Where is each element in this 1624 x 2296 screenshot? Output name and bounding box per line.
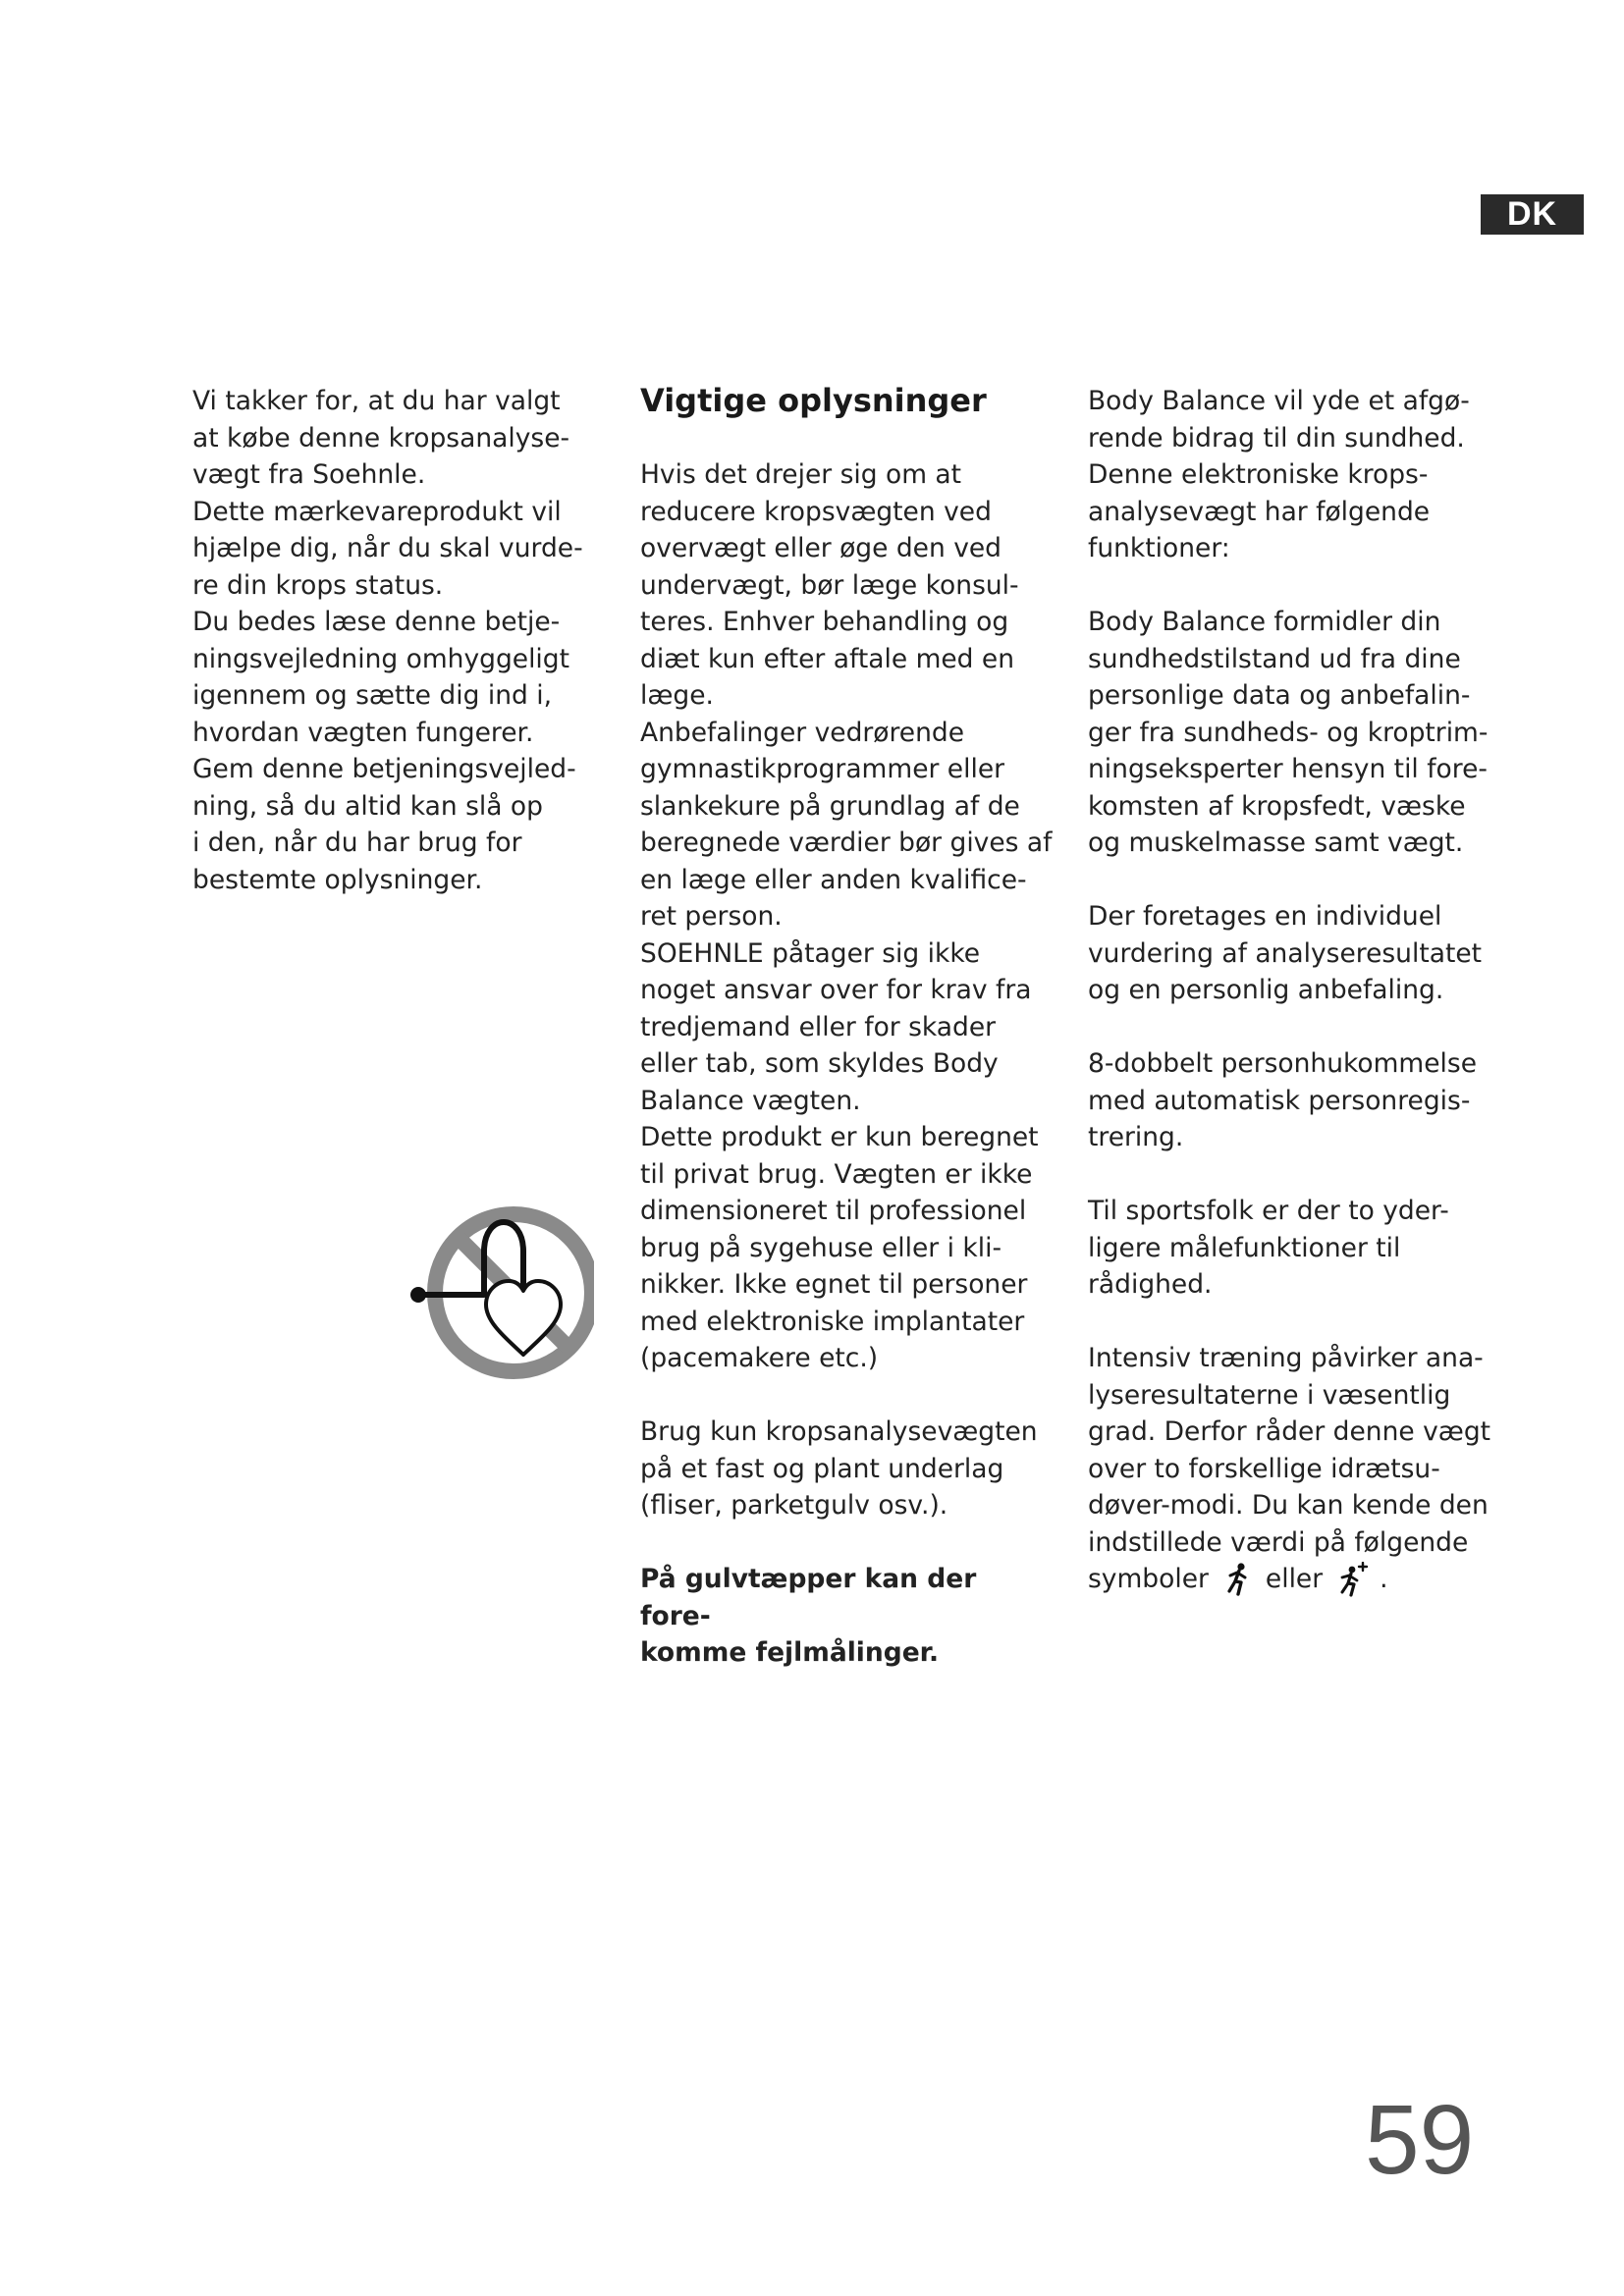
athlete-icon (1222, 1562, 1256, 1597)
evaluation-paragraph: Der foretages en individuel vurdering af analyseresultatet og en personlig anbefaling. (1088, 901, 1483, 1005)
symbol-line-suffix: . (1380, 1564, 1388, 1594)
health-status-paragraph: Body Balance formidler din sundhedstilstand ud fra dine personlige data og anbefalin- ger fra sundheds- og kroptrim- ningseksperter hensyn til fore- komsten af kropsfedt, væske og muskelmasse samt vægt. (1088, 607, 1489, 858)
intro-paragraph: Vi takker for, at du har valgt at købe denne kropsanalyse- vægt fra Soehnle. Dette mærkevareprodukt vil hjælpe dig, når du skal vurde- re din krops status. Du bedes læse denne betje- ningsvejledning omhyggeligt igennem og sætte dig ind i, hvordan vægten fungerer. Gem denne betjeningsvejled- ning, så du altid kan slå op i den, når du har brug for bestemte oplysninger. (192, 386, 583, 895)
features-column (1088, 383, 1500, 1598)
important-info-column (640, 383, 1053, 1672)
symbol-line (1088, 1561, 1500, 1598)
language-badge: DK (1481, 194, 1584, 235)
memory-paragraph: 8-dobbelt personhukommelse med automatisk personregis- trering. (1088, 1048, 1478, 1152)
section-heading: Vigtige oplysninger (640, 382, 987, 419)
training-paragraph: Intensiv træning påvirker ana- lyseresultaterne i væsentlig grad. Derfor råder denne vægt over to forskellige idrætsu- døver-modi. Du kan kende den indstillede værdi på følgende (1088, 1343, 1491, 1558)
symbol-line-middle: eller (1265, 1564, 1324, 1594)
athlete-plus-icon (1336, 1562, 1370, 1597)
surface-paragraph: Brug kun kropsanalysevægten på et fast og plant underlag (fliser, parketgulv osv.). (640, 1416, 1038, 1521)
important-info-paragraph: Hvis det drejer sig om at reducere kropsvægten ved overvægt eller øge den ved undervægt, bør læge konsul- teres. Enhver behandling og diæt kun efter aftale med en læge. Anbefalinger vedrørende gymnastikprogrammer eller slankekure på grundlag af de beregnede værdier bør gives af en læge eller anden kvalifice- ret person. SOEHNLE påtager sig ikke noget ansvar over for krav fra tredjemand eller for skader eller tab, som skyldes Body Balance vægten. Dette produkt er kun beregnet til privat brug. Vægten er ikke dimensioneret til professionel brug på sygehuse eller i kli- nikker. Ikke egnet til personer med elektroniske implantater (pacemakere etc.) (640, 459, 1053, 1373)
carpet-warning: På gulvtæpper kan der fore- komme fejlmålinger. (640, 1564, 977, 1668)
features-intro-paragraph: Body Balance vil yde et afgø- rende bidrag til din sundhed. Denne elektroniske krops- analysevægt har følgende funktioner: (1088, 386, 1470, 563)
athletes-paragraph: Til sportsfolk er der to yder- ligere målefunktioner til rådighed. (1088, 1196, 1449, 1300)
intro-column (192, 383, 605, 898)
no-pacemaker-icon (407, 1202, 594, 1384)
page-number: 59 (1365, 2085, 1475, 2195)
symbol-line-prefix: symboler (1088, 1564, 1209, 1594)
